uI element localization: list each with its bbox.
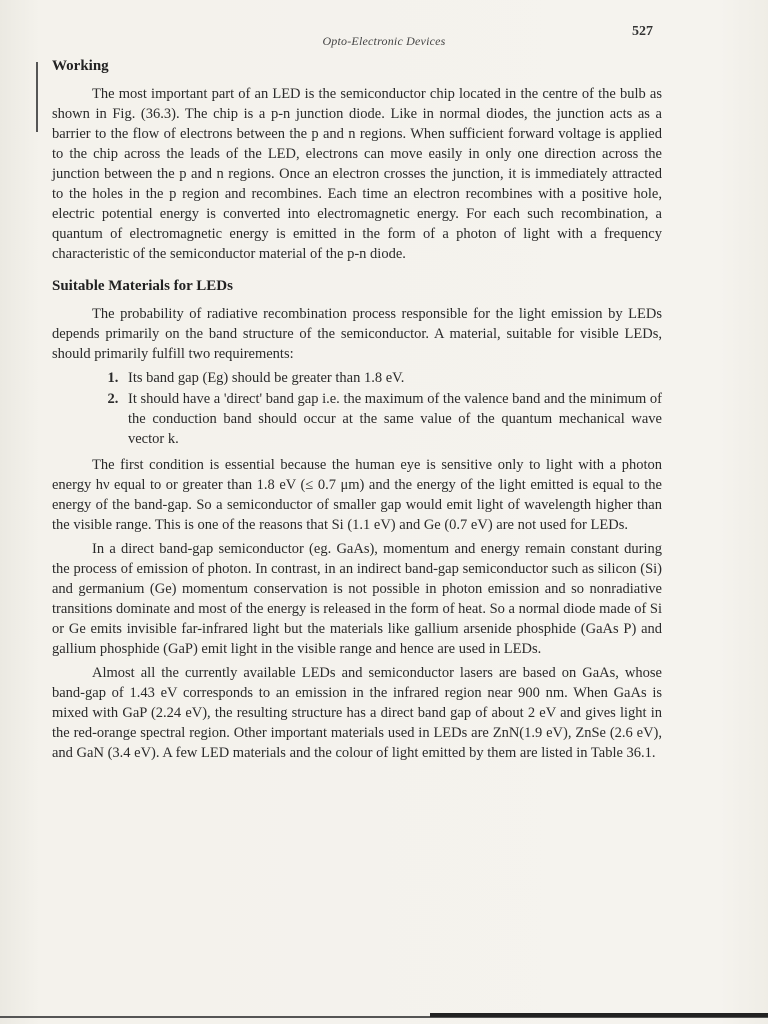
bottom-rule-shadow bbox=[430, 1013, 768, 1017]
section-heading-working: Working bbox=[52, 58, 109, 74]
requirements-list bbox=[52, 368, 662, 449]
requirement-item-1: 1. Its band gap (Eg) should be greater than 1.8 eV. bbox=[122, 368, 662, 388]
running-head: Opto-Electronic Devices bbox=[322, 34, 446, 48]
materials-paragraph-3: Almost all the currently available LEDs and semiconductor lasers are based on GaAs, whose band-gap of 1.43 eV corresponds to an emission in the infrared region near 900 nm. When GaAs is mixed with GaP (2.24 eV), the resulting structure has a direct band gap of about 2 eV and gives light in the red-orange spectral region. Other important materials used in LEDs are ZnN(1.9 eV), ZnSe (2.6 eV), and GaN (3.4 eV). A few LED materials and the colour of light emitted by them are listed in Table 36.1. bbox=[52, 665, 662, 761]
materials-paragraph-1: The first condition is essential because the human eye is sensitive only to light with a photon energy hν equal to or greater than 1.8 eV (≤ 0.7 μm) and the energy of the light emitted is equal to the energy of the band-gap. So a semiconductor of smaller gap would emit light of wavelength higher than the visible range. This is one of the reasons that Si (1.1 eV) and Ge (0.7 eV) are not used for LEDs. bbox=[52, 457, 662, 533]
materials-paragraph-2: In a direct band-gap semiconductor (eg. GaAs), momentum and energy remain constant during the process of emission of photon. In contrast, in an indirect band-gap semiconductor such as silicon (Si) and germanium (Ge) momentum conservation is not possible in photon emission and so nonradiative transitions dominate and most of the energy is released in the form of heat. So a normal diode made of Si or Ge emits invisible far-infrared light but the materials like gallium arsenide phosphide (GaAs P) and gallium phosphide (GaP) emit light in the visible range and hence are used in LEDs. bbox=[52, 541, 662, 657]
section-heading-materials: Suitable Materials for LEDs bbox=[52, 278, 233, 294]
page-body bbox=[52, 56, 662, 767]
margin-mark bbox=[36, 62, 38, 132]
page-number: 527 bbox=[632, 24, 653, 39]
requirement-item-2: 2. It should have a 'direct' band gap i.e. the maximum of the valence band and the minimum of the conduction band should occur at the same value of the quantum mechanical wave vector k. bbox=[122, 389, 662, 449]
materials-intro: The probability of radiative recombination process responsible for the light emission by LEDs depends primarily on the band structure of the semiconductor. A material, suitable for visible LEDs, should primarily fulfill two requirements: bbox=[52, 306, 662, 362]
working-paragraph: The most important part of an LED is the semiconductor chip located in the centre of the bulb as shown in Fig. (36.3). The chip is a p-n junction diode. Like in normal diodes, the junction acts as a barrier to the flow of electrons between the p and n regions. When sufficient forward voltage is applied to the chip across the leads of the LED, electrons can move easily in only one direction across the junction between the p and n regions. Once an electron crosses the junction, it is immediately attracted to the holes in the p region and recombines. Each time an electron recombines with a positive hole, electric potential energy is converted into electromagnetic energy. For each such recombination, a quantum of electromagnetic energy is emitted in the form of a photon of light with a frequency characteristic of the semiconductor material of the p-n diode. bbox=[52, 86, 662, 262]
